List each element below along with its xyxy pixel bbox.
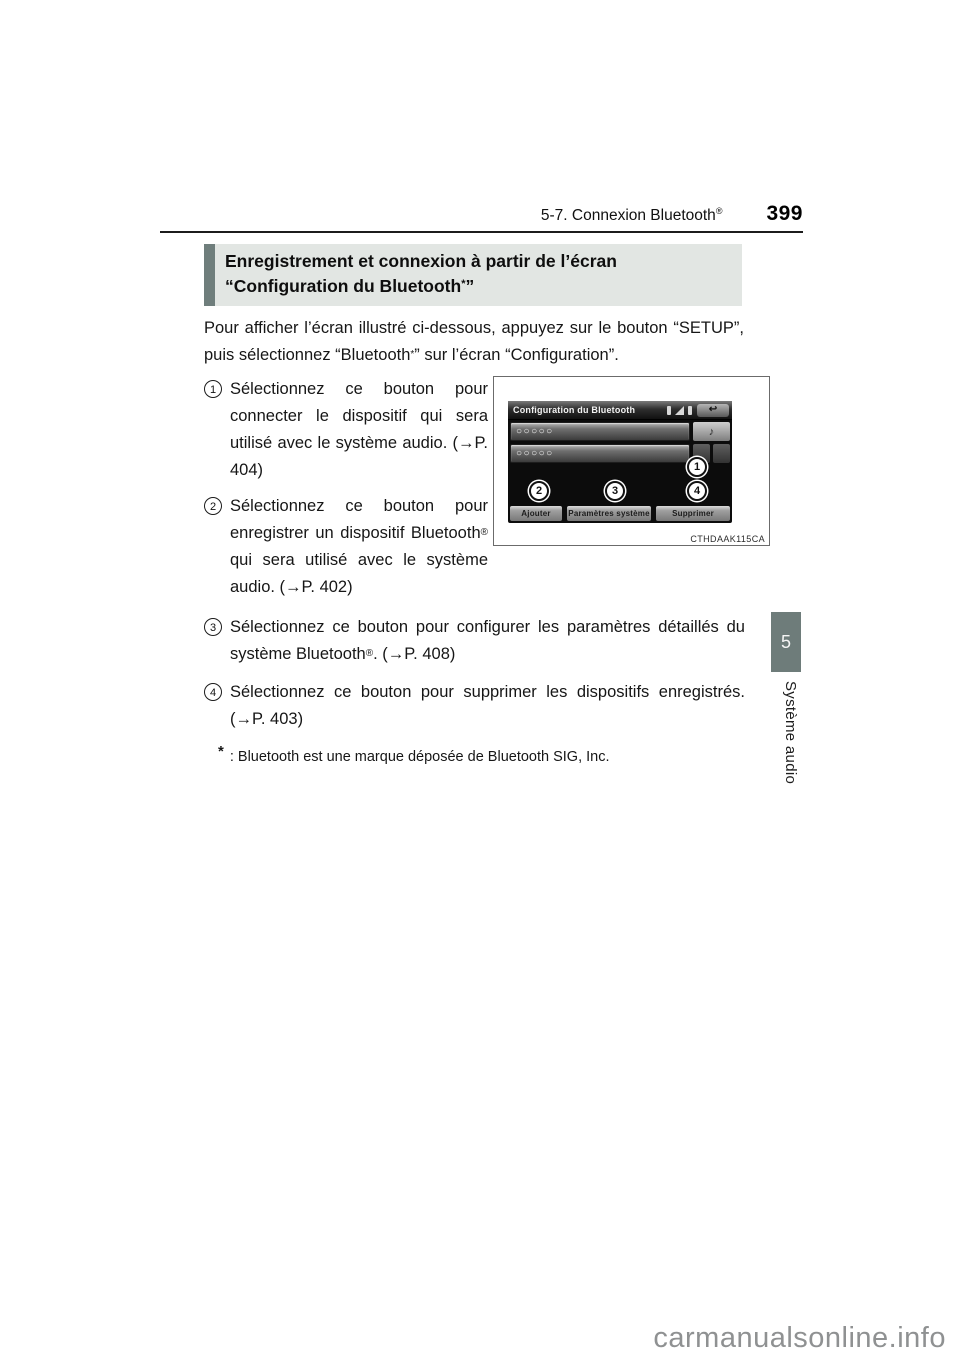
item-1-text xyxy=(230,376,488,484)
signal-strength-icon xyxy=(675,406,684,415)
figure-code: CTHDAAK115CA xyxy=(690,534,765,544)
battery-icon xyxy=(688,406,692,415)
section-heading xyxy=(204,244,742,306)
return-arrow-icon: ↩ xyxy=(708,404,718,415)
device-name-bar-1: ○○○○○ xyxy=(510,422,690,441)
item-2-trademark: ® xyxy=(480,527,488,538)
list-item-1 xyxy=(204,376,488,484)
item-2-body: Sélectionnez ce bouton pour enregistrer un dispositif Bluetooth xyxy=(230,497,488,542)
item-4-text xyxy=(230,679,745,733)
callout-number-3: 3 xyxy=(204,618,222,636)
heading-asterisk: * xyxy=(461,278,466,290)
list-item-4 xyxy=(204,679,745,733)
item-1-body: Sélectionnez ce bouton pour connecter le dispositif qui sera utilisé avec le système audio. (→P. 404) xyxy=(230,380,488,479)
intro-text-end: ” sur l’écran “Configuration”. xyxy=(414,346,619,364)
callout-number-4: 4 xyxy=(204,683,222,701)
intro-text: Pour afficher l’écran illustré ci-dessous, appuyez sur le bouton “SETUP”, puis sélectionnez “Bluetooth xyxy=(204,319,744,364)
phone-battery-icon xyxy=(667,406,671,415)
item-3-text xyxy=(230,614,745,668)
footnote-asterisk: * xyxy=(218,743,224,760)
screen-title: Configuration du Bluetooth xyxy=(513,405,636,415)
screen-titlebar xyxy=(508,401,732,420)
section-header-title xyxy=(541,207,723,225)
figure-callout-2: 2 xyxy=(529,481,549,501)
figure-callout-4: 4 xyxy=(687,481,707,501)
system-settings-button: Paramètres système xyxy=(567,506,651,521)
delete-button: Supprimer xyxy=(656,506,730,521)
add-button: Ajouter xyxy=(510,506,562,521)
two-column-block xyxy=(204,376,770,601)
figure-callout-3: 3 xyxy=(605,481,625,501)
registered-trademark-symbol: ® xyxy=(715,206,723,216)
music-note-icon: ♪ xyxy=(708,425,715,438)
header-divider xyxy=(160,231,803,233)
section-title-text: 5-7. Connexion Bluetooth xyxy=(540,207,716,224)
status-icons xyxy=(667,406,692,415)
heading-closing-quote: ” xyxy=(465,276,475,296)
figure-callout-1: 1 xyxy=(687,457,707,477)
intro-asterisk: * xyxy=(410,349,415,360)
item-3-body-end: . (→P. 408) xyxy=(373,645,456,663)
item-3-trademark: ® xyxy=(365,648,374,659)
callout-number-2: 2 xyxy=(204,497,222,515)
item-2-text xyxy=(230,493,488,601)
content-column xyxy=(204,244,770,768)
list-item-3 xyxy=(204,614,745,668)
figure-bluetooth-setup-screen xyxy=(493,376,770,546)
callout-number-1: 1 xyxy=(204,380,222,398)
audio-display-illustration xyxy=(508,401,732,523)
page-header xyxy=(160,202,803,226)
item-2-body-end: qui sera utilisé avec le système audio. (→P. 402) xyxy=(230,551,488,596)
footnote xyxy=(204,743,744,768)
back-button xyxy=(697,404,729,417)
row2-small-button-2 xyxy=(713,444,730,463)
footnote-text: : Bluetooth est une marque déposée de Bluetooth SIG, Inc. xyxy=(229,749,610,765)
list-item-2 xyxy=(204,493,488,601)
screen-button-row xyxy=(510,506,730,521)
page-number: 399 xyxy=(766,202,803,225)
heading-text: Enregistrement et connexion à partir de l’écran “Configuration du Bluetooth xyxy=(225,251,617,296)
chapter-tab: 5 xyxy=(771,612,801,672)
device-name-bar-2: ○○○○○ xyxy=(510,444,690,463)
item-4-body: Sélectionnez ce bouton pour supprimer les dispositifs enregistrés. (→P. 403) xyxy=(230,683,745,728)
watermark: carmanualsonline.info xyxy=(653,1322,946,1354)
callout-list-left xyxy=(204,376,488,601)
chapter-label-vertical: Système audio xyxy=(782,681,799,785)
audio-connect-button xyxy=(693,422,730,441)
device-row-1 xyxy=(510,422,730,441)
intro-paragraph xyxy=(204,315,744,369)
item-3-body: Sélectionnez ce bouton pour configurer les paramètres détaillés du système Bluetooth xyxy=(230,618,745,663)
